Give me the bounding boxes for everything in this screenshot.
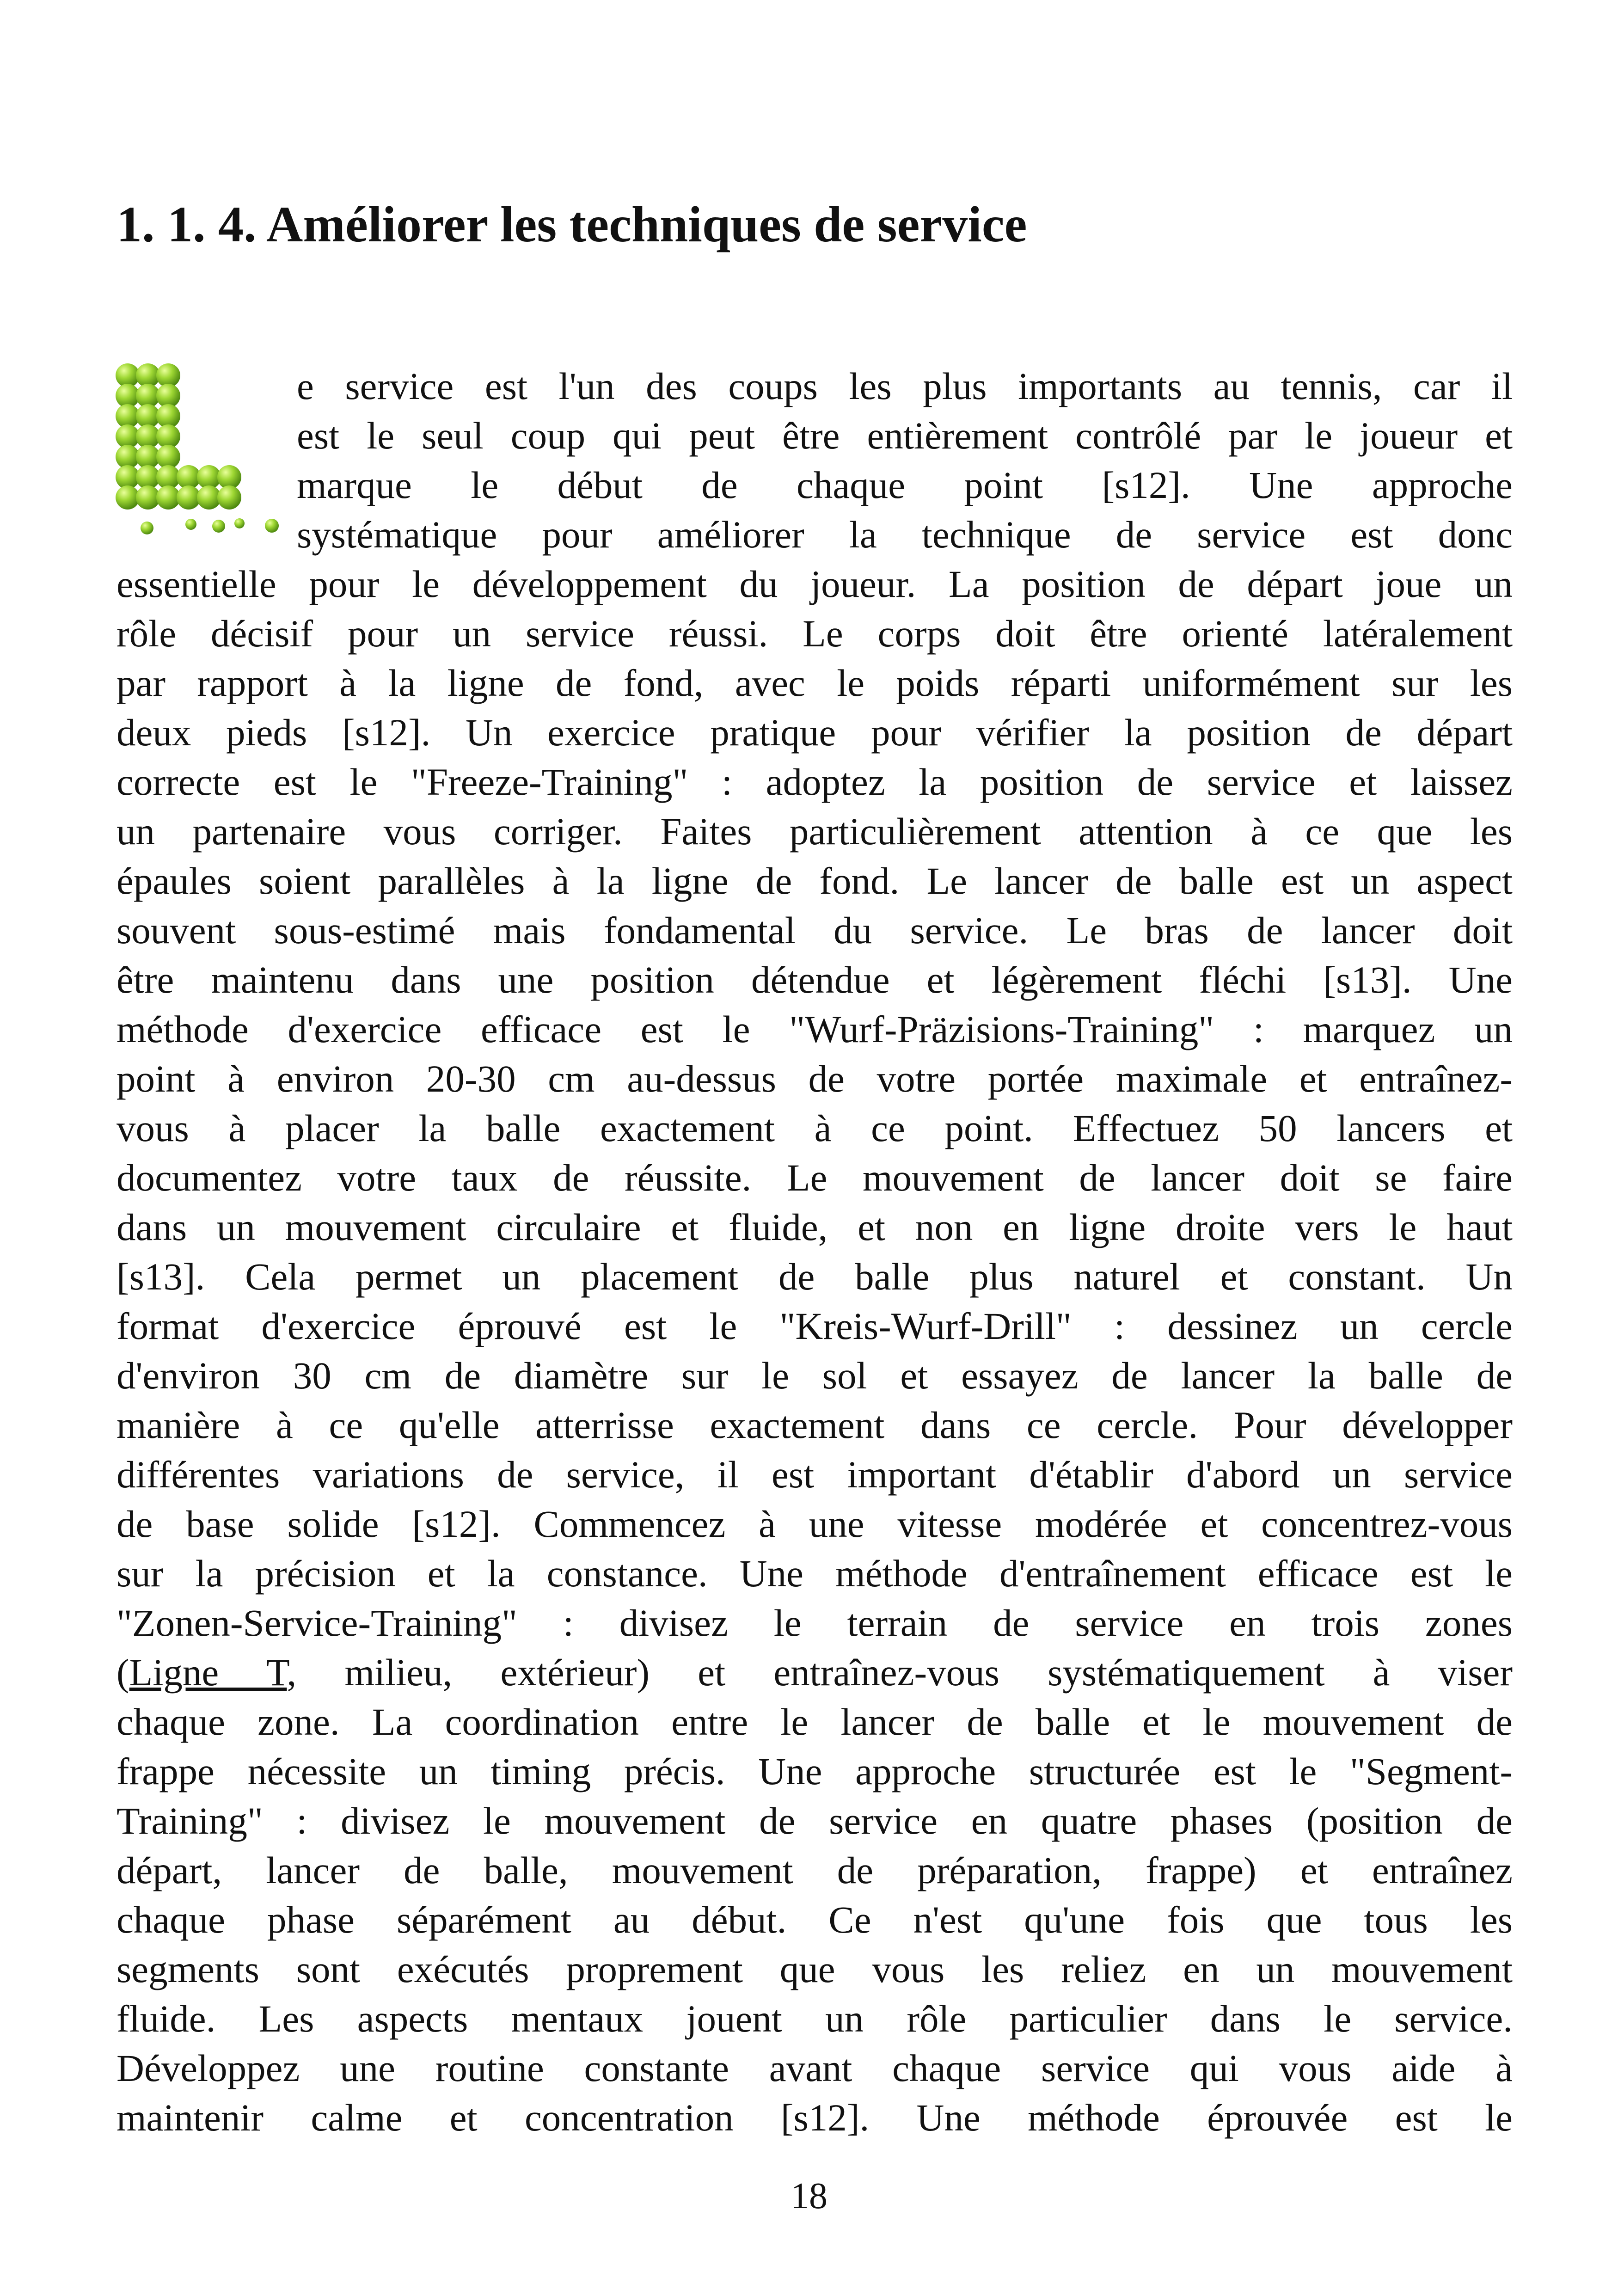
text-line: marque le début de chaque point [s12]. Une approche bbox=[297, 464, 1513, 506]
text-line: chaque zone. La coordination entre le lancer de balle et le mouvement de bbox=[116, 1701, 1513, 1743]
text-line: Développez une routine constante avant chaque service qui vous aide à bbox=[116, 2047, 1513, 2089]
text-line: être maintenu dans une position détendue et légèrement fléchi [s13]. Une bbox=[116, 958, 1513, 1001]
text-line: rôle décisif pour un service réussi. Le corps doit être orienté latéralement bbox=[116, 612, 1513, 655]
text-line: fluide. Les aspects mentaux jouent un rôle particulier dans le service. bbox=[116, 1997, 1513, 2040]
text-line: format d'exercice éprouvé est le "Kreis-Wurf-Drill" : dessinez un cercle bbox=[116, 1305, 1513, 1347]
text-line: segments sont exécutés proprement que vous les reliez en un mouvement bbox=[116, 1948, 1513, 1990]
text-line: souvent sous-estimé mais fondamental du service. Le bras de lancer doit bbox=[116, 909, 1513, 952]
text-line: épaules soient parallèles à la ligne de fond. Le lancer de balle est un aspect bbox=[116, 859, 1513, 902]
text-line: correcte est le "Freeze-Training" : adoptez la position de service et laissez bbox=[116, 761, 1513, 803]
text-line: [s13]. Cela permet un placement de balle plus naturel et constant. Un bbox=[116, 1255, 1513, 1298]
text-line: maintenir calme et concentration [s12]. Une méthode éprouvée est le bbox=[116, 2096, 1513, 2139]
section-heading: 1. 1. 4. Améliorer les techniques de service bbox=[116, 196, 1027, 252]
text-line: est le seul coup qui peut être entièrement contrôlé par le joueur et bbox=[297, 414, 1513, 457]
text-line: documentez votre taux de réussite. Le mouvement de lancer doit se faire bbox=[116, 1156, 1513, 1199]
text-line: différentes variations de service, il est important d'établir d'abord un service bbox=[116, 1453, 1513, 1496]
text-line: Training" : divisez le mouvement de service en quatre phases (position de bbox=[116, 1799, 1513, 1842]
text-line: vous à placer la balle exactement à ce point. Effectuez 50 lancers et bbox=[116, 1107, 1513, 1149]
text-line: de base solide [s12]. Commencez à une vitesse modérée et concentrez-vous bbox=[116, 1503, 1513, 1545]
text-line: départ, lancer de balle, mouvement de préparation, frappe) et entraînez bbox=[116, 1849, 1513, 1891]
text-line: systématique pour améliorer la technique de service est donc bbox=[297, 513, 1513, 556]
text-line-with-link bbox=[116, 1648, 1513, 1697]
text-line: dans un mouvement circulaire et fluide, et non en ligne droite vers le haut bbox=[116, 1206, 1513, 1248]
text-line: par rapport à la ligne de fond, avec le poids réparti uniformément sur les bbox=[116, 662, 1513, 704]
ligne-t-link[interactable]: Ligne T bbox=[129, 1651, 287, 1694]
text-line: sur la précision et la constance. Une méthode d'entraînement efficace est le bbox=[116, 1552, 1513, 1595]
text-line: chaque phase séparément au début. Ce n'est qu'une fois que tous les bbox=[116, 1898, 1513, 1941]
text-line: "Zonen-Service-Training" : divisez le terrain de service en trois zones bbox=[116, 1602, 1513, 1644]
text-line: un partenaire vous corriger. Faites particulièrement attention à ce que les bbox=[116, 810, 1513, 853]
text-line: frappe nécessite un timing précis. Une approche structurée est le "Segment- bbox=[116, 1750, 1513, 1793]
text-line: deux pieds [s12]. Un exercice pratique pour vérifier la position de départ bbox=[116, 711, 1513, 754]
text-line: manière à ce qu'elle atterrisse exactement dans ce cercle. Pour développer bbox=[116, 1404, 1513, 1446]
body-text bbox=[116, 362, 1513, 2143]
text-fragment: ( bbox=[116, 1651, 129, 1694]
text-line: essentielle pour le développement du joueur. La position de départ joue un bbox=[116, 563, 1513, 605]
text-line: méthode d'exercice efficace est le "Wurf-Präzisions-Training" : marquez un bbox=[116, 1008, 1513, 1050]
page-number: 18 bbox=[791, 2176, 827, 2216]
text-line: point à environ 20-30 cm au-dessus de votre portée maximale et entraînez- bbox=[116, 1057, 1513, 1100]
text-line: d'environ 30 cm de diamètre sur le sol et essayez de lancer la balle de bbox=[116, 1354, 1513, 1397]
text-fragment: , milieu, extérieur) et entraînez-vous systématiquement à viser bbox=[287, 1651, 1513, 1694]
text-line: e service est l'un des coups les plus importants au tennis, car il bbox=[297, 365, 1513, 407]
